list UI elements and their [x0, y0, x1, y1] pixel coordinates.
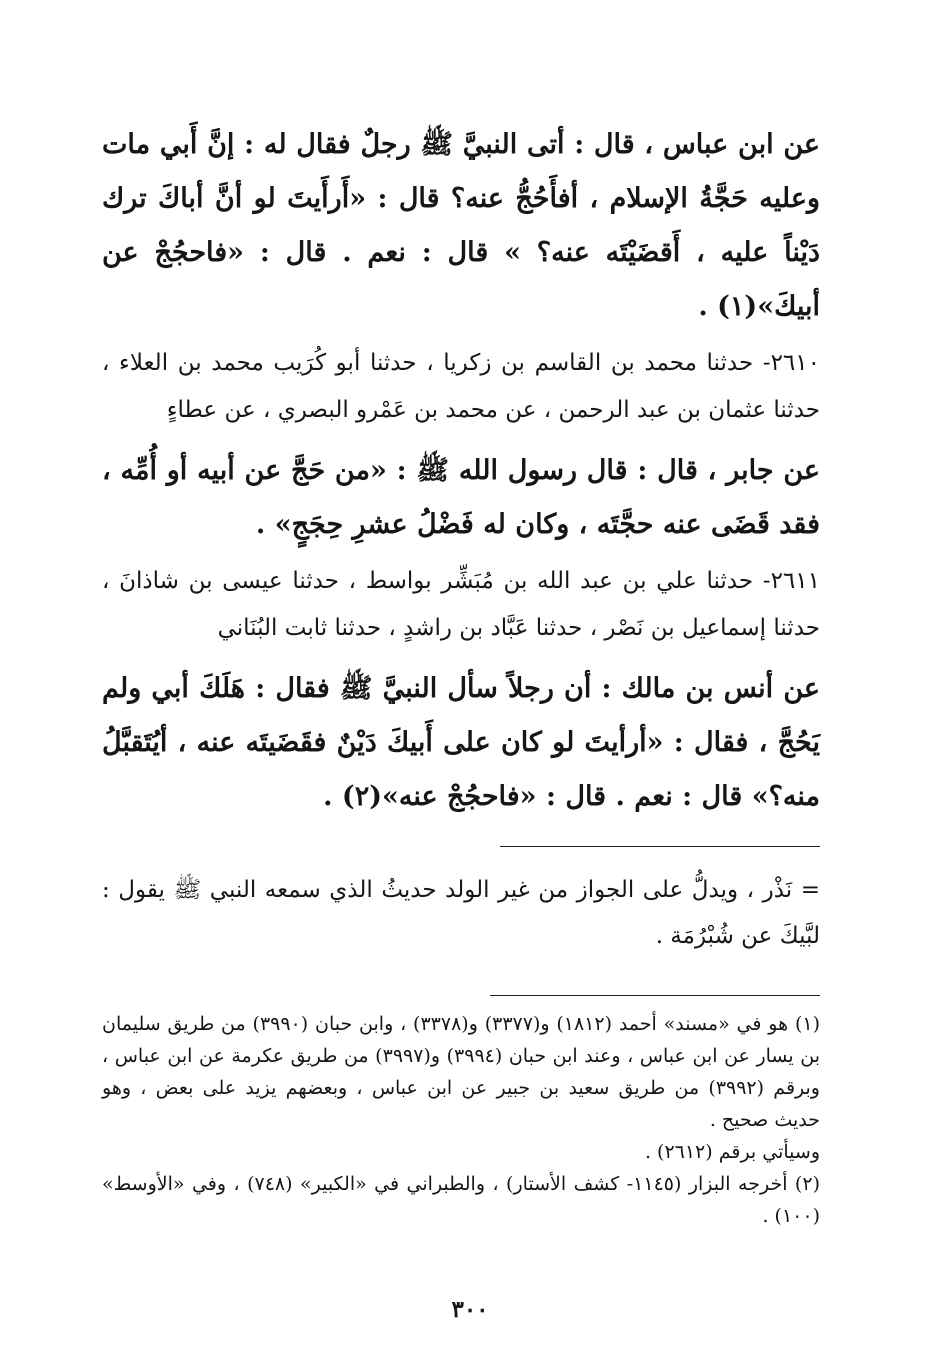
isnad-2611: ٢٦١١- حدثنا علي بن عبد الله بن مُبَشِّر بواسط ، حدثنا عيسى بن شاذانَ ، حدثنا إسماعيل بن نَصْر ، حدثنا عَبَّاد بن راشدٍ ، حدثنا ثابت البُنَاني — [102, 568, 820, 641]
hadith-ibn-abbas: عن ابن عباس ، قال : أتى النبيَّ ﷺ رجلٌ فقال له : إنَّ أَبي مات وعليه حَجَّةُ الإسلام ، أفأَحُجُّ عنه؟ قال : «أَرأَيتَ لو أنَّ أباكَ ترك دَيْناً عليه ، أَقضَيْتَه عنه؟ » قال : نعم . قال : «فاحجُجْ عن أبيكَ»(١) . — [102, 129, 820, 322]
footnote-2: (٢) أخرجه البزار (١١٤٥- كشف الأستار) ، والطبراني في «الكبير» (٧٤٨) ، وفي «الأوسط» (١٠٠) . — [102, 1173, 820, 1227]
continuation-note: = نَذْر ، ويدلُّ على الجواز من غير الولد حديثُ الذي سمعه النبي ﷺ يقول : لبَّيكَ عن شُبْرُمَة . — [102, 877, 820, 949]
isnad-2610: ٢٦١٠- حدثنا محمد بن القاسم بن زكريا ، حدثنا أبو كُرَيب محمد بن العلاء ، حدثنا عثمان بن عبد الرحمن ، عن محمد بن عَمْرو البصري ، عن عطاءٍ — [102, 350, 820, 423]
main-footnote-divider — [500, 846, 820, 847]
footnotes-divider — [490, 995, 820, 996]
hadith-anas: عن أنس بن مالك : أن رجلاً سأل النبيَّ ﷺ فقال : هَلَكَ أبي ولم يَحُجَّ ، فقال : «أرأيتَ لو كان على أَبيكَ دَيْنٌ فقَضَيتَه عنه ، أيُتَقبَّلُ منه؟» قال : نعم . قال : «فاحجُجْ عنه»(٢) . — [102, 673, 820, 812]
footnote-1-extra: وسيأتي برقم (٢٦١٢) . — [644, 1141, 820, 1163]
page-number: ٣٠٠ — [451, 1296, 489, 1323]
footnote-1: (١) هو في «مسند» أحمد (١٨١٢) و(٣٣٧٧) و(٣٣٧٨) ، وابن حبان (٣٩٩٠) من طريق سليمان بن يسار عن ابن عباس ، وعند ابن حبان (٣٩٩٤) و(٣٩٩٧) من طريق عكرمة عن ابن عباس ، وبرقم (٣٩٩٢) من طريق سعيد بن جبير عن ابن عباس ، وبعضهم يزيد على بعض ، وهو حديث صحيح . — [102, 1013, 820, 1131]
hadith-jabir: عن جابر ، قال : قال رسول الله ﷺ : «من حَجَّ عن أبيه أو أُمِّه ، فقد قَضَى عنه حجَّتَه ، وكان له فَضْلُ عشرِ حِجَجٍ» . — [102, 455, 820, 540]
